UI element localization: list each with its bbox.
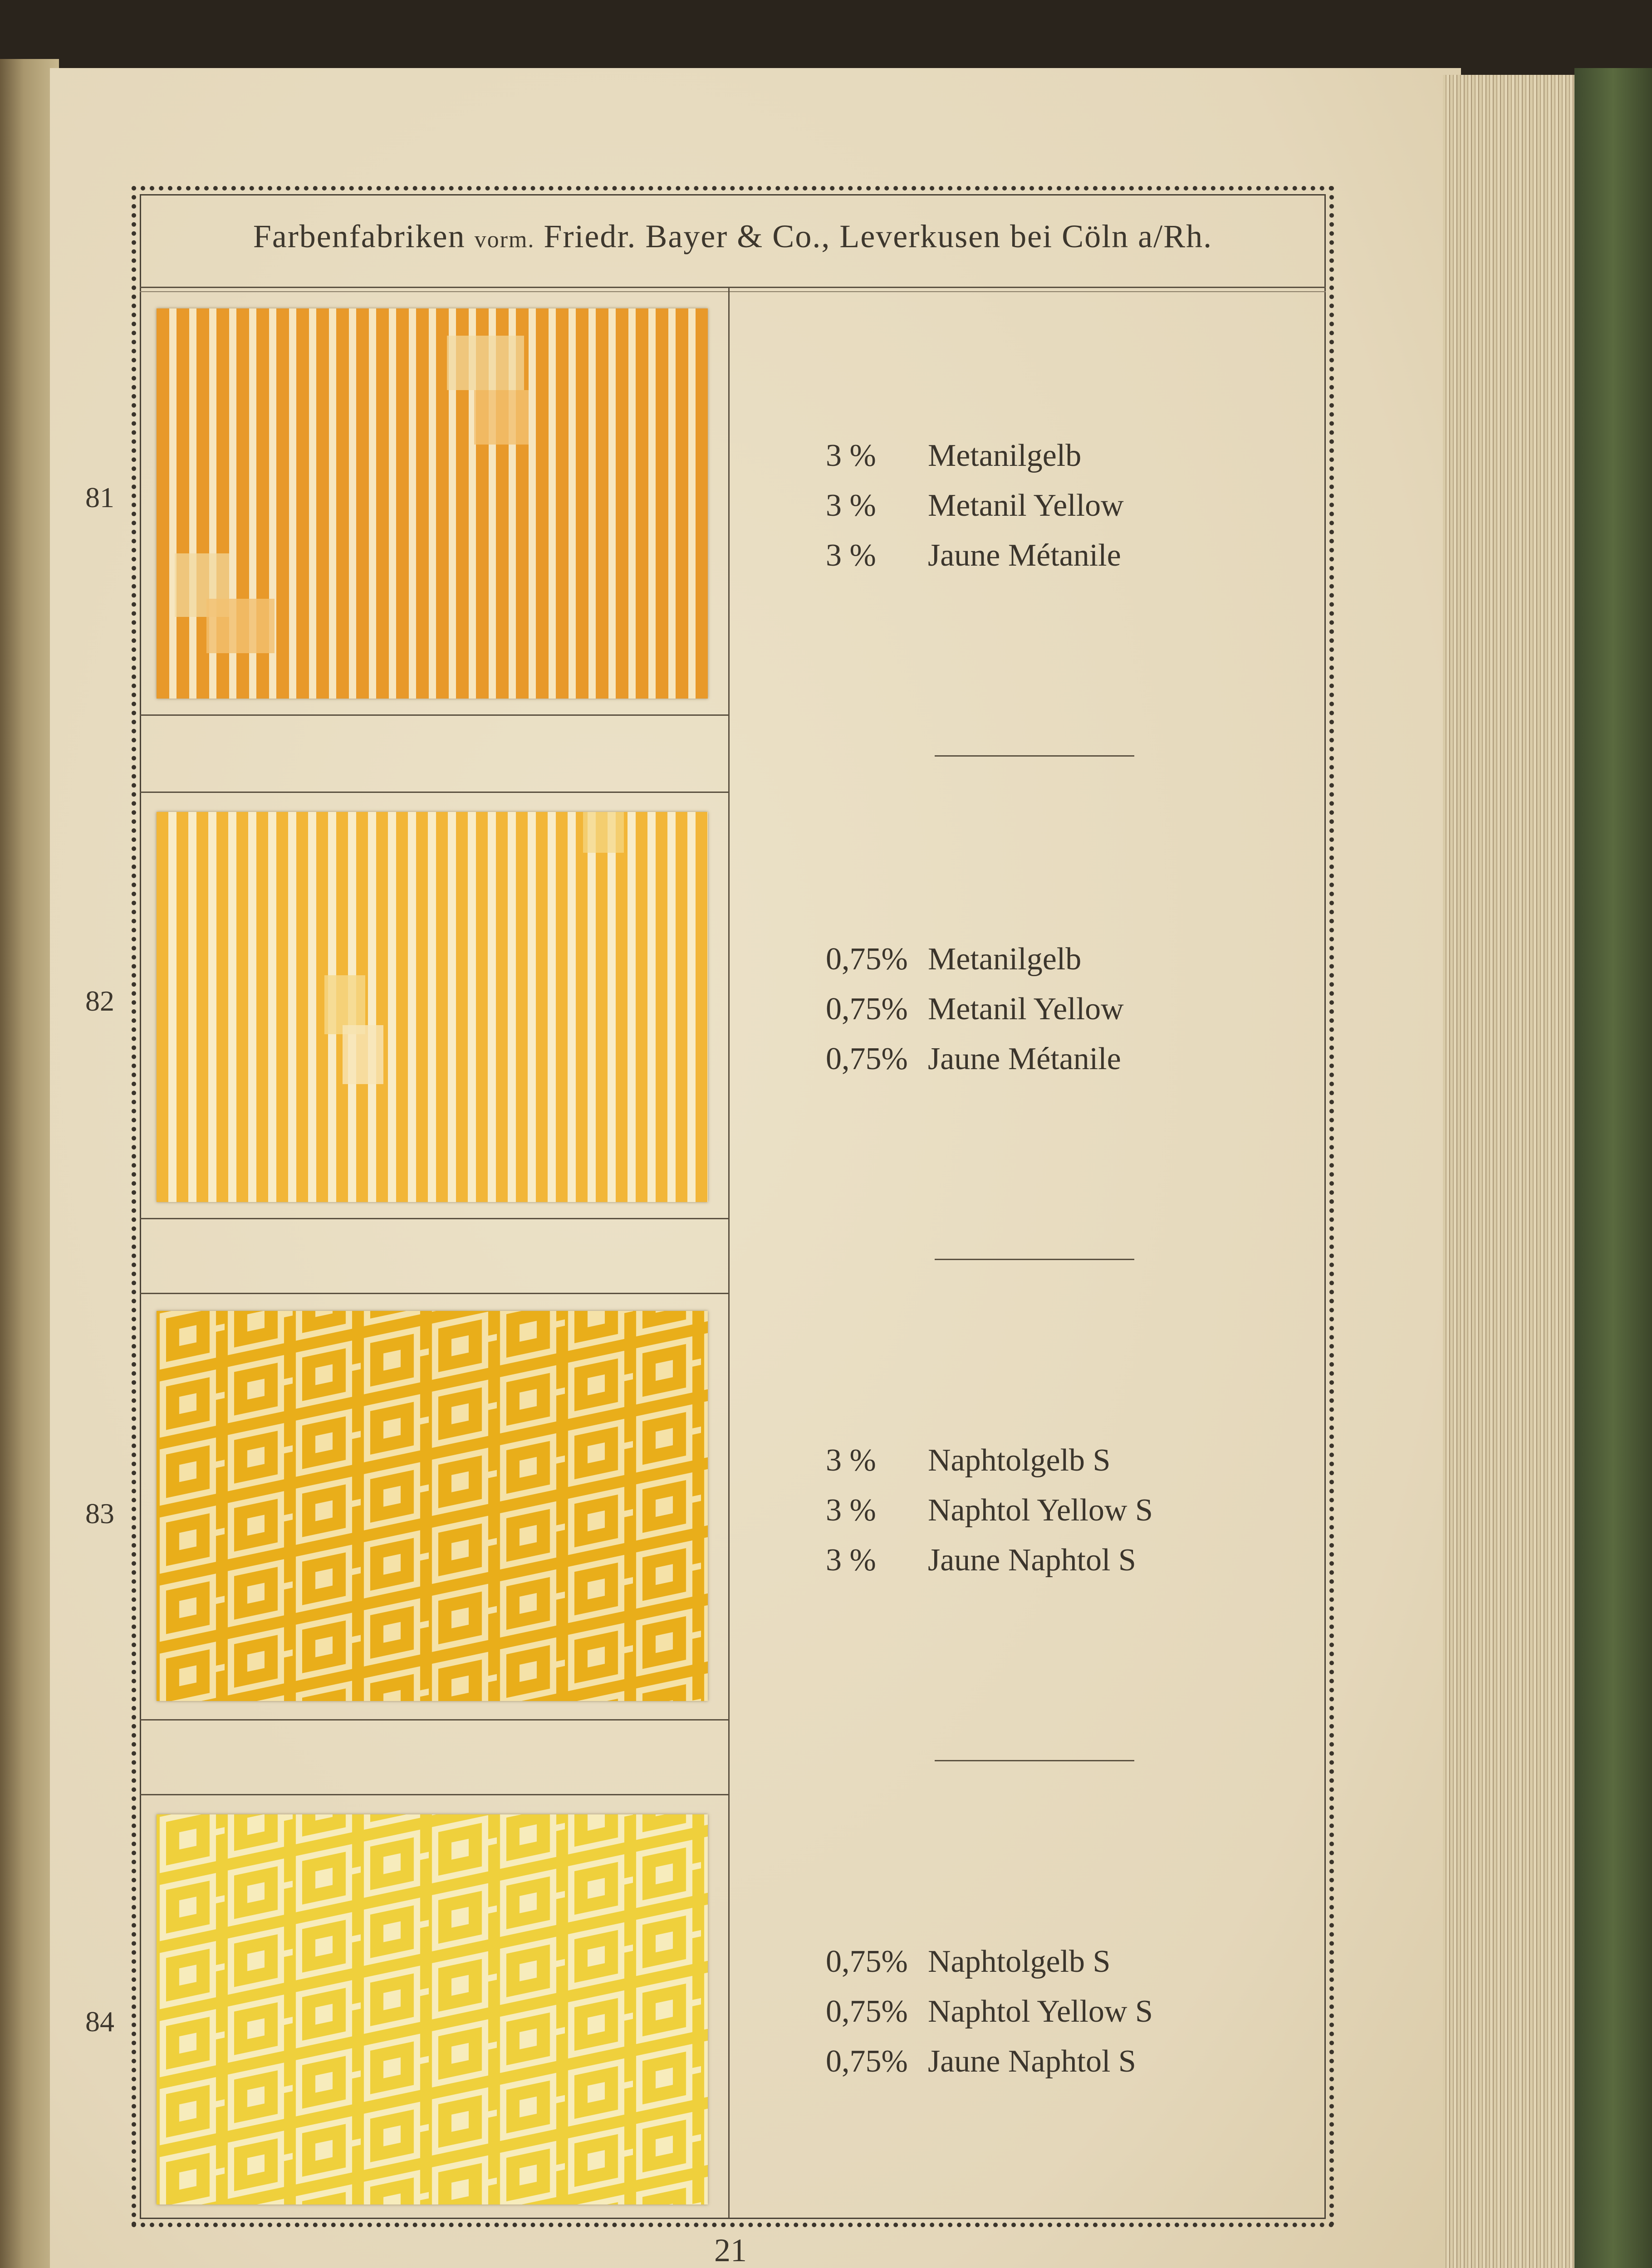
dye-percent: 0,75%	[826, 1041, 908, 1076]
dye-line	[826, 1486, 1153, 1535]
dye-percent: 0,75%	[826, 992, 908, 1026]
fabric-swatch-image	[157, 308, 708, 699]
row-separator	[140, 1293, 730, 1294]
dye-name: Jaune Métanile	[928, 1041, 1121, 1076]
dye-percent: 0,75%	[826, 942, 908, 977]
separator-dash	[935, 1760, 1134, 1761]
header-rule	[140, 287, 1326, 288]
dye-line	[826, 934, 1124, 984]
dye-percent: 0,75%	[826, 1994, 908, 2029]
dye-line	[826, 431, 1124, 481]
column-divider	[728, 288, 730, 2218]
fabric-swatch-image	[157, 812, 708, 1202]
separator-dash	[935, 1259, 1134, 1260]
row-separator	[140, 714, 730, 716]
page-number: 21	[714, 2232, 747, 2268]
fabric-swatch-image	[157, 1814, 708, 2204]
dye-line	[826, 531, 1124, 581]
row-separator	[140, 1794, 730, 1795]
dye-name: Metanil Yellow	[928, 488, 1124, 523]
dye-line	[826, 984, 1124, 1034]
sample-number: 83	[85, 1497, 114, 1530]
fabric-swatch	[157, 1814, 708, 2204]
fabric-swatch	[157, 308, 708, 699]
dye-percent: 3 %	[826, 1493, 876, 1528]
sample-number: 82	[85, 985, 114, 1017]
header-small: vorm.	[474, 227, 535, 253]
sample-number: 81	[85, 481, 114, 513]
dye-name: Naphtol Yellow S	[928, 1493, 1153, 1528]
dye-name: Metanilgelb	[928, 438, 1082, 473]
dye-name: Jaune Métanile	[928, 538, 1121, 573]
dye-line	[826, 1034, 1124, 1084]
dye-name: Naphtolgelb S	[928, 1944, 1111, 1979]
dye-name: Metanilgelb	[928, 942, 1082, 977]
dye-line	[826, 1937, 1153, 1987]
dye-percent: 3 %	[826, 1443, 876, 1478]
dye-line	[826, 481, 1124, 531]
fabric-swatch-image	[157, 1311, 708, 1701]
sample-number: 84	[85, 2005, 114, 2038]
dye-line	[826, 2037, 1153, 2087]
book-cover-edge	[1574, 68, 1652, 2268]
dye-line	[826, 1436, 1153, 1486]
separator-dash	[935, 755, 1134, 757]
dye-percent: 3 %	[826, 438, 876, 473]
page-header	[140, 218, 1326, 255]
dye-percent: 3 %	[826, 538, 876, 573]
fabric-swatch	[157, 812, 708, 1202]
dye-description	[826, 431, 1124, 581]
dye-name: Jaune Naphtol S	[928, 1543, 1136, 1578]
dye-name: Jaune Naphtol S	[928, 2044, 1136, 2079]
row-separator	[140, 792, 730, 793]
dye-percent: 0,75%	[826, 2044, 908, 2079]
dye-name: Naphtol Yellow S	[928, 1994, 1153, 2029]
dye-description	[826, 1436, 1153, 1585]
row-separator	[140, 1218, 730, 1219]
dye-description	[826, 1937, 1153, 2087]
dye-name: Naphtolgelb S	[928, 1443, 1111, 1478]
fabric-swatch	[157, 1311, 708, 1701]
header-suffix: Friedr. Bayer & Co., Leverkusen bei Cöln a/Rh.	[544, 218, 1213, 254]
row-separator	[140, 1719, 730, 1721]
dye-percent: 3 %	[826, 1543, 876, 1578]
dye-percent: 0,75%	[826, 1944, 908, 1979]
dye-percent: 3 %	[826, 488, 876, 523]
header-rule-secondary	[140, 291, 1326, 292]
header-prefix: Farbenfabriken	[253, 218, 466, 254]
dye-name: Metanil Yellow	[928, 992, 1124, 1026]
dye-description	[826, 934, 1124, 1084]
dye-line	[826, 1535, 1153, 1585]
dye-line	[826, 1987, 1153, 2037]
page-stack-edge	[1443, 75, 1574, 2268]
